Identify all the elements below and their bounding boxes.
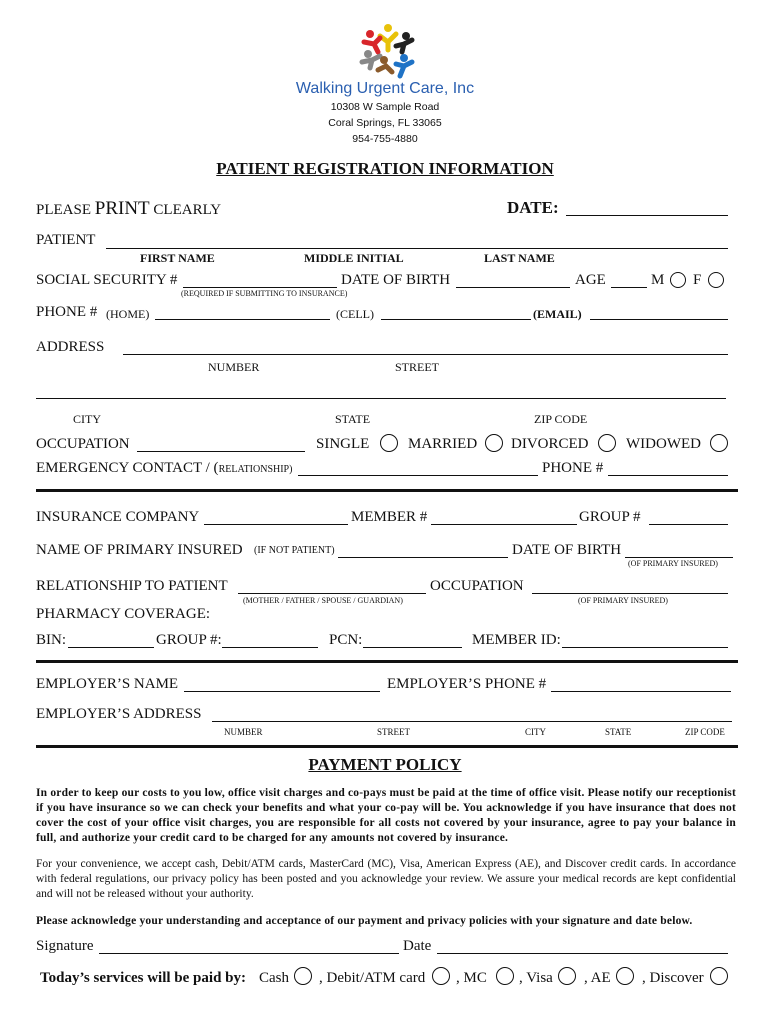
- pcn-label: PCN:: [329, 632, 363, 648]
- employer-zip-caption: ZIP CODE: [685, 727, 725, 737]
- widowed-label: WIDOWED: [626, 436, 701, 452]
- group-field[interactable]: [649, 524, 728, 525]
- relationship-label: RELATIONSHIP TO PATIENT: [36, 578, 228, 594]
- insured-dob-note: (OF PRIMARY INSURED): [628, 559, 718, 568]
- home-caption: (HOME): [106, 307, 150, 321]
- signature-field[interactable]: [99, 953, 399, 954]
- emergency-contact-text: EMERGENCY CONTACT / (: [36, 460, 219, 476]
- payment-paragraph-1: In order to keep our costs to you low, office visit charges and co-pays must be paid at the time of office visit. Please notify our receptionist if you have insurance so we can check your benefits and what your co-pay will be. You acknowledge if you have insurance that does not cover the cost of your office visit charges, you are responsible for all costs not covered by your insurance, agree to pay your balance in full, and authorize your credit card to be charged for any amounts not covered by insurance.: [36, 787, 736, 844]
- ssn-field[interactable]: [183, 287, 337, 288]
- city-state-zip-field[interactable]: [36, 398, 726, 399]
- section-divider-2: [36, 660, 738, 663]
- insured-dob-label: DATE OF BIRTH: [512, 542, 622, 558]
- cash-radio[interactable]: [294, 967, 312, 985]
- employer-city-caption: CITY: [525, 727, 546, 737]
- relationship-text: RELATIONSHIP): [218, 464, 293, 475]
- member-id-field[interactable]: [562, 647, 728, 648]
- address-number-caption: NUMBER: [208, 360, 260, 374]
- clinic-address-line1: 10308 W Sample Road: [330, 101, 440, 113]
- divorced-radio[interactable]: [598, 434, 616, 452]
- email-field[interactable]: [590, 319, 728, 320]
- group-label: GROUP #: [579, 509, 641, 525]
- relationship-note: (MOTHER / FATHER / SPOUSE / GUARDIAN): [243, 596, 403, 605]
- clinic-name: Walking Urgent Care, Inc: [295, 80, 475, 97]
- emergency-phone-field[interactable]: [608, 475, 728, 476]
- dob-label: DATE OF BIRTH: [341, 272, 451, 288]
- insured-occupation-field[interactable]: [532, 593, 728, 594]
- employer-number-caption: NUMBER: [224, 727, 263, 737]
- please-text: PLEASE: [36, 202, 92, 218]
- employer-state-caption: STATE: [605, 727, 632, 737]
- male-radio[interactable]: [670, 272, 686, 288]
- member-label: MEMBER #: [351, 509, 428, 525]
- primary-insured-label: NAME OF PRIMARY INSURED: [36, 542, 243, 558]
- member-id-label: MEMBER ID:: [472, 632, 561, 648]
- signature-date-field[interactable]: [437, 953, 728, 954]
- email-caption: (EMAIL): [533, 307, 582, 321]
- print-text: PRINT: [94, 198, 150, 219]
- mc-label: , MC: [456, 970, 487, 986]
- date-field[interactable]: [566, 215, 728, 216]
- payment-paragraph-3: Please acknowledge your understanding and acceptance of our payment and privacy policies with your signature and date below.: [36, 915, 693, 927]
- employer-address-label: EMPLOYER’S ADDRESS: [36, 706, 202, 722]
- debit-radio[interactable]: [432, 967, 450, 985]
- employer-name-label: EMPLOYER’S NAME: [36, 676, 179, 692]
- single-radio[interactable]: [380, 434, 398, 452]
- payment-policy-title: PAYMENT POLICY: [308, 755, 462, 774]
- bin-field[interactable]: [68, 647, 154, 648]
- ae-radio[interactable]: [616, 967, 634, 985]
- married-radio[interactable]: [485, 434, 503, 452]
- divorced-label: DIVORCED: [511, 436, 589, 452]
- pcn-field[interactable]: [363, 647, 462, 648]
- emergency-contact-field[interactable]: [298, 475, 538, 476]
- cell-caption: (CELL): [336, 307, 374, 321]
- discover-radio[interactable]: [710, 967, 728, 985]
- employer-street-caption: STREET: [377, 727, 410, 737]
- phone-label: PHONE #: [36, 304, 98, 320]
- payment-paragraph-2: For your convenience, we accept cash, Debit/ATM cards, MasterCard (MC), Visa, American Express (AE), and Discover credit cards. In accordance with federal regulations, our privacy policy has been posted and you acknowledge your review. We assure your medical records are kept confidential and will not be released without your authority.: [36, 858, 736, 900]
- first-name-caption: FIRST NAME: [140, 251, 215, 265]
- address-field[interactable]: [123, 354, 728, 355]
- clearly-text: CLEARLY: [153, 202, 222, 218]
- signature-label: Signature: [36, 938, 94, 954]
- pharmacy-group-field[interactable]: [222, 647, 318, 648]
- visa-radio[interactable]: [558, 967, 576, 985]
- age-field[interactable]: [611, 287, 647, 288]
- cash-label: Cash: [259, 970, 289, 986]
- clinic-address-line2: Coral Springs, FL 33065: [328, 117, 442, 129]
- ssn-note: (REQUIRED IF SUBMITTING TO INSURANCE): [181, 289, 348, 298]
- section-divider-1: [36, 489, 738, 492]
- mc-radio[interactable]: [496, 967, 514, 985]
- date-label: DATE:: [507, 198, 559, 217]
- insured-occupation-note: (OF PRIMARY INSURED): [578, 596, 668, 605]
- emergency-contact-label: [36, 460, 292, 477]
- visa-label: , Visa: [519, 970, 553, 986]
- emergency-phone-label: PHONE #: [542, 460, 604, 476]
- last-name-caption: LAST NAME: [484, 251, 555, 265]
- patient-label: PATIENT: [36, 232, 96, 248]
- female-label: F: [693, 272, 702, 288]
- paid-by-label: Today’s services will be paid by:: [40, 970, 246, 986]
- bin-label: BIN:: [36, 632, 66, 648]
- state-caption: STATE: [335, 412, 371, 426]
- male-label: M: [651, 272, 665, 288]
- cell-phone-field[interactable]: [381, 319, 531, 320]
- home-phone-field[interactable]: [155, 319, 330, 320]
- insured-dob-field[interactable]: [625, 557, 733, 558]
- please-print-clearly: [36, 198, 221, 220]
- insurance-company-label: INSURANCE COMPANY: [36, 509, 200, 525]
- employer-phone-field[interactable]: [551, 691, 731, 692]
- insurance-company-field[interactable]: [204, 524, 348, 525]
- debit-label: , Debit/ATM card: [319, 970, 426, 986]
- pharmacy-coverage-label: PHARMACY COVERAGE:: [36, 606, 211, 622]
- middle-initial-caption: MIDDLE INITIAL: [304, 251, 404, 265]
- zip-caption: ZIP CODE: [534, 412, 588, 426]
- widowed-radio[interactable]: [710, 434, 728, 452]
- dob-field[interactable]: [456, 287, 570, 288]
- clinic-phone: 954-755-4880: [352, 133, 418, 145]
- age-label: AGE: [575, 272, 606, 288]
- relationship-field[interactable]: [238, 593, 426, 594]
- insured-occupation-label: OCCUPATION: [430, 578, 524, 594]
- married-label: MARRIED: [408, 436, 478, 452]
- ae-label: , AE: [584, 970, 611, 986]
- address-label: ADDRESS: [36, 339, 105, 355]
- employer-address-field[interactable]: [212, 721, 732, 722]
- single-label: SINGLE: [316, 436, 370, 452]
- employer-phone-label: EMPLOYER’S PHONE #: [387, 676, 547, 692]
- employer-name-field[interactable]: [184, 691, 380, 692]
- signature-date-label: Date: [403, 938, 432, 954]
- section-divider-3: [36, 745, 738, 748]
- form-title: PATIENT REGISTRATION INFORMATION: [216, 159, 554, 178]
- city-caption: CITY: [73, 412, 101, 426]
- address-street-caption: STREET: [395, 360, 439, 374]
- occupation-field[interactable]: [137, 451, 305, 452]
- email-text: EMAIL: [537, 307, 578, 321]
- female-radio[interactable]: [708, 272, 724, 288]
- primary-insured-field[interactable]: [338, 557, 508, 558]
- occupation-label: OCCUPATION: [36, 436, 130, 452]
- discover-label: , Discover: [642, 970, 704, 986]
- member-field[interactable]: [431, 524, 577, 525]
- ssn-label: SOCIAL SECURITY #: [36, 272, 178, 288]
- patient-name-field[interactable]: [106, 248, 728, 249]
- clinic-logo: [358, 20, 418, 80]
- if-not-patient-caption: (IF NOT PATIENT): [254, 545, 335, 556]
- pharmacy-group-label: GROUP #:: [156, 632, 222, 648]
